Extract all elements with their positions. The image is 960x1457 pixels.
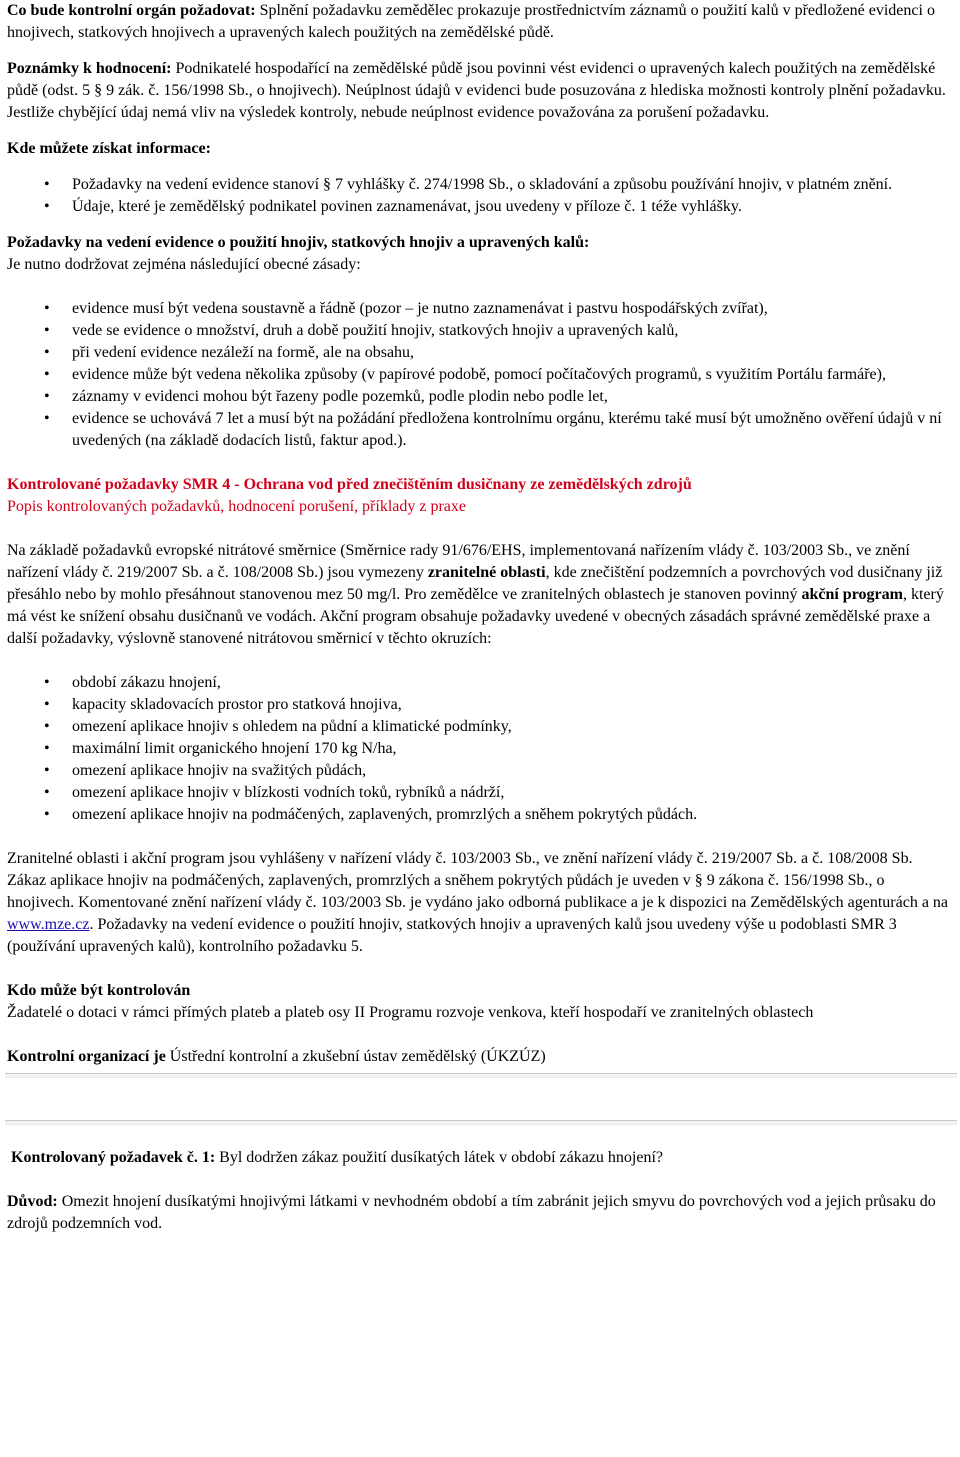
bullet-icon: •	[44, 300, 50, 317]
evidence-requirements-intro: Je nutno dodržovat zejména následující obecné zásady:	[7, 256, 361, 273]
bullet-icon: •	[44, 806, 50, 823]
bullet-icon: •	[44, 388, 50, 405]
list-item: • při vedení evidence nezáleží na formě, ale na obsahu,	[7, 342, 955, 364]
bullet-icon: •	[44, 198, 50, 215]
list-item: • období zákazu hnojení,	[7, 672, 955, 694]
paragraph-nitrate-directive: Na základě požadavků evropské nitrátové směrnice (Směrnice rady 91/676/EHS, implementovaná nařízením vlády č. 103/2003 Sb., ve znění nařízení vlády č. 219/2007 Sb. a č. 108/2008 Sb.) jsou vymezeny zranitelné oblasti, kde znečištění podzemních a povrchových vod dusičnany již přesáhlo nebo by mohlo přesáhnout stanovenou mez 50 mg/l. Pro zemědělce ve zranitelných oblastech je stanoven povinný akční program, který má vést ke snížení obsahu dusičnanů ve vodách. Akční program obsahuje požadavky uvedené v obecných zásadách správné zemědělské praxe a další požadavky, výslovně stanovené nitrátovou směrnicí v těchto okruzích:	[7, 542, 944, 647]
bullet-icon: •	[44, 784, 50, 801]
smr4-subheading: Popis kontrolovaných požadavků, hodnocení porušení, příklady z praxe	[7, 498, 466, 515]
list-item: • evidence musí být vedena soustavně a řádně (pozor – je nutno zaznamenávat i pastvu hospodářských zvířat),	[7, 298, 955, 320]
bullet-icon: •	[44, 366, 50, 383]
list-item: • omezení aplikace hnojiv na podmáčených, zaplavených, promrzlých a sněhem pokrytých půdách.	[7, 804, 955, 826]
requirement-1: Kontrolovaný požadavek č. 1: Byl dodržen zákaz použití dusíkatých látek v období zákazu hnojení?	[11, 1149, 664, 1166]
inspection-organization: Kontrolní organizací je Ústřední kontrolní a zkušební ústav zemědělský (ÚKZÚZ)	[7, 1048, 546, 1065]
bullet-icon: •	[44, 410, 50, 427]
list-item: • omezení aplikace hnojiv s ohledem na půdní a klimatické podmínky,	[7, 716, 955, 738]
list-item: • evidence se uchovává 7 let a musí být na požádání předložena kontrolnímu orgánu, kterému také musí být umožněno ověření údajů v ní uvedených (na základě dodacích listů, faktur apod.).	[44, 410, 942, 449]
requirement-1-reason: Důvod: Omezit hnojení dusíkatými hnojivými látkami v nevhodném období a tím zabránit jejich smyvu do povrchových vod a jejich průsaku do zdrojů podzemních vod.	[7, 1193, 936, 1232]
list-item: • kapacity skladovacích prostor pro statková hnojiva,	[7, 694, 955, 716]
bullet-icon: •	[44, 762, 50, 779]
bullet-icon: •	[44, 344, 50, 361]
smr4-heading: Kontrolované požadavky SMR 4 - Ochrana vod před znečištěním dusičnany ze zemědělských zdrojů	[7, 476, 692, 493]
bullet-icon: •	[44, 176, 50, 193]
list-item: • záznamy v evidenci mohou být řazeny podle pozemků, podle plodin nebo podle let,	[7, 386, 955, 408]
list-item: • evidence může být vedena několika způsoby (v papírové podobě, pomocí počítačových programů, s využitím Portálu farmáře),	[7, 364, 955, 386]
bullet-icon: •	[44, 718, 50, 735]
info-list	[7, 174, 955, 218]
evidence-rules-list	[7, 298, 955, 452]
info-heading: Kde můžete získat informace:	[7, 140, 211, 157]
evidence-requirements-heading: Požadavky na vedení evidence o použití hnojiv, statkových hnojiv a upravených kalů:	[7, 234, 590, 251]
bullet-icon: •	[44, 322, 50, 339]
bullet-icon: •	[44, 674, 50, 691]
list-item: • omezení aplikace hnojiv na svažitých půdách,	[7, 760, 955, 782]
list-item: • maximální limit organického hnojení 170 kg N/ha,	[7, 738, 955, 760]
paragraph-evaluation-notes: Poznámky k hodnocení: Podnikatelé hospodařící na zemědělské půdě jsou povinni vést evidenci o upravených kalech použitých na zemědělské půdě (odst. 5 § 9 zák. č. 156/1998 Sb., o hnojivech). Neúplnost údajů v evidenci bude posuzována z hlediska možnosti kontroly plnění požadavku. Jestliže chybějící údaj nemá vliv na výsledek kontroly, nebude neúplnost evidence považována za porušení požadavku.	[7, 60, 946, 121]
list-item: • Údaje, které je zemědělský podnikatel povinen zaznamenávat, jsou uvedeny v příloze č. 1 téže vyhlášky.	[7, 196, 955, 218]
list-item: • vede se evidence o množství, druh a době použití hnojiv, statkových hnojiv a upravených kalů,	[7, 320, 955, 342]
mze-link[interactable]: www.mze.cz	[7, 916, 90, 933]
list-item: • omezení aplikace hnojiv v blízkosti vodních toků, rybníků a nádrží,	[7, 782, 955, 804]
who-text: Žadatelé o dotaci v rámci přímých plateb a plateb osy II Programu rozvoje venkova, kteří hospodaří ve zranitelných oblastech	[7, 1004, 814, 1021]
bullet-icon: •	[44, 696, 50, 713]
list-item: • Požadavky na vedení evidence stanoví § 7 vyhlášky č. 274/1998 Sb., o skladování a způsobu používání hnojiv, v platném znění.	[7, 174, 955, 196]
paragraph-legislation: Zranitelné oblasti i akční program jsou vyhlášeny v nařízení vlády č. 103/2003 Sb., ve znění nařízení vlády č. 219/2007 Sb. a č. 108/2008 Sb. Zákaz aplikace hnojiv na podmáčených, zaplavených, promrzlých a sněhem pokrytých půdách je uveden v § 9 zákona č. 156/1998 Sb., o hnojivech. Komentované znění nařízení vlády č. 103/2003 Sb. je vydáno jako odborná publikace a je k dispozici na Zemědělských agenturách a na www.mze.cz. Požadavky na vedení evidence o použití hnojiv, statkových hnojiv a upravených kalů jsou uvedeny výše u podoblasti SMR 3 (používání upravených kalů), kontrolního požadavku 5.	[7, 850, 949, 955]
who-heading: Kdo může být kontrolován	[7, 982, 191, 999]
document-page	[7, 0, 955, 1235]
action-program-list	[7, 672, 955, 826]
paragraph-inspection-requirement: Co bude kontrolní orgán požadovat: Splnění požadavku zemědělec prokazuje prostřednictvím záznamů o použití kalů v předložené evidenci o hnojivech, statkových hnojivech a upravených kalech použitých na zemědělské půdě.	[7, 2, 935, 41]
bullet-icon: •	[44, 740, 50, 757]
